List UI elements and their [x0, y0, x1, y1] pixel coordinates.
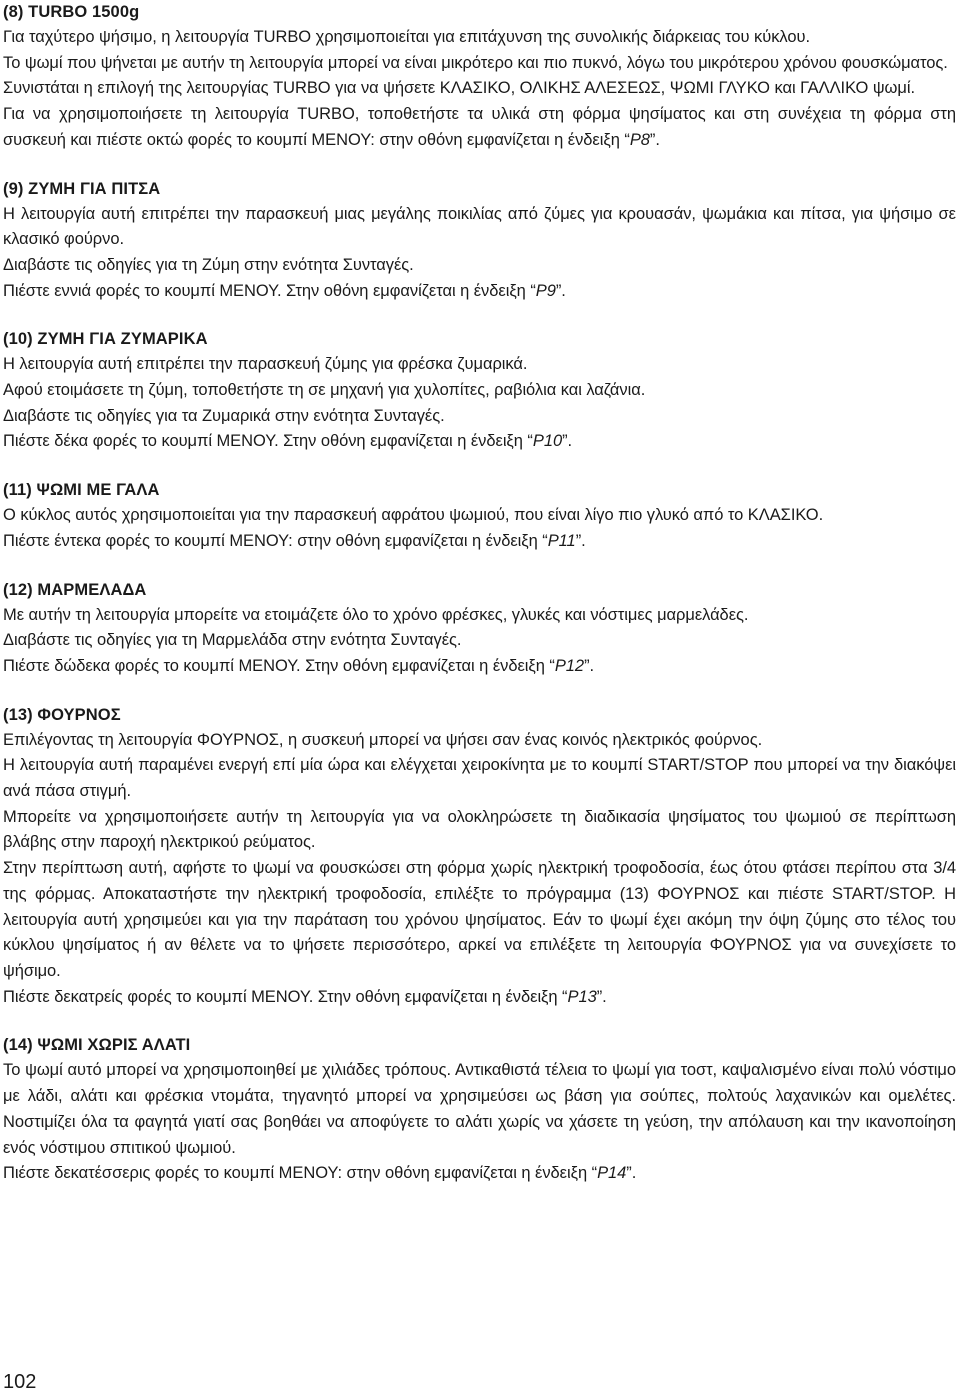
page-number: 102 [3, 1371, 37, 1393]
paragraph-text: Η λειτουργία αυτή επιτρέπει την παρασκευή μιας μεγάλης ποικιλίας από ζύμες για κρουασάν, ψωμάκια και πίτσα, για ψήσιμο σε κλασικό φούρνο. [3, 204, 956, 249]
display-code: P11 [547, 531, 576, 550]
paragraph-text: Διαβάστε τις οδηγίες για τη Μαρμελάδα στην ενότητα Συνταγές. [3, 631, 462, 650]
paragraph [3, 25, 956, 51]
paragraph [3, 805, 956, 856]
paragraph-text: Διαβάστε τις οδηγίες για τα Ζυμαρικά στην ενότητα Συνταγές. [3, 406, 445, 425]
paragraph-text-end: ”. [555, 281, 566, 300]
paragraph [3, 102, 956, 153]
paragraph-text: Πιέστε δώδεκα φορές το κουμπί ΜΕΝΟΥ. Στην οθόνη εμφανίζεται η ένδειξη “ [3, 656, 555, 675]
paragraph [3, 202, 956, 253]
section [3, 578, 956, 680]
section-heading: (13) ΦΟΥΡΝΟΣ [3, 705, 121, 724]
paragraph [3, 404, 956, 430]
paragraph-text: Ο κύκλος αυτός χρησιμοποιείται για την παρασκευή αφράτου ψωμιού, που είναι λίγο πιο γλυκό από το ΚΛΑΣΙΚΟ. [3, 506, 824, 525]
paragraph [3, 529, 956, 555]
paragraph-text: Επιλέγοντας τη λειτουργία ΦΟΥΡΝΟΣ, η συσκευή μπορεί να ψήσει σαν ένας κοινός ηλεκτρικός φούρνος. [3, 730, 763, 749]
display-code: P13 [567, 987, 597, 1006]
paragraph [3, 253, 956, 279]
paragraph-text: Η λειτουργία αυτή παραμένει ενεργή επί μία ώρα και ελέγχεται χειροκίνητα με το κουμπί START/STOP που μπορεί να την διακόψει ανά πάσα στιγμή. [3, 756, 956, 801]
paragraph [3, 503, 956, 529]
display-code: P9 [535, 281, 556, 300]
paragraph-text-end: ”. [649, 130, 660, 149]
section [3, 1033, 956, 1187]
paragraph [3, 603, 956, 629]
display-code: P14 [597, 1164, 627, 1183]
manual-page-content [3, 0, 956, 1187]
paragraph-text-end: ”. [596, 987, 607, 1006]
paragraph-text: Πιέστε δέκα φορές το κουμπί ΜΕΝΟΥ. Στην οθόνη εμφανίζεται η ένδειξη “ [3, 432, 533, 451]
paragraph [3, 728, 956, 754]
paragraph-text: Πιέστε έντεκα φορές το κουμπί ΜΕΝΟΥ: στην οθόνη εμφανίζεται η ένδειξη “ [3, 531, 548, 550]
paragraph-text: Αφού ετοιμάσετε τη ζύμη, τοποθετήστε τη σε μηχανή για χυλοπίτες, ραβιόλια και λαζάνια. [3, 381, 646, 400]
paragraph-text: Για ταχύτερο ψήσιμο, η λειτουργία TURBO χρησιμοποιείται για επιτάχυνση της συνολικής διάρκειας του κύκλου. [3, 28, 810, 46]
paragraph-text: Πιέστε εννιά φορές το κουμπί ΜΕΝΟΥ. Στην οθόνη εμφανίζεται η ένδειξη “ [3, 281, 536, 300]
paragraph [3, 856, 956, 985]
paragraph-text: Πιέστε δεκατέσσερις φορές το κουμπί ΜΕΝΟΥ: στην οθόνη εμφανίζεται η ένδειξη “ [3, 1164, 598, 1183]
display-code: P10 [532, 432, 563, 451]
paragraph-text: Διαβάστε τις οδηγίες για τη Ζύμη στην ενότητα Συνταγές. [3, 255, 414, 274]
paragraph-text: Το ψωμί αυτό μπορεί να χρησιμοποιηθεί με χιλιάδες τρόπους. Αντικαθιστά τέλεια το ψωμί για τοστ, καψαλισμένο είναι πολύ νόστιμο με λάδι, αλάτι και φρέσκια ντομάτα, τηγανητό μπορεί να χρησιμεύσει ως βάση για σούπες, πολτούς λαχανικών και ομελέτες. Νοστιμίζει όλα τα φαγητά γιατί σας βοηθάει να αποφύγετε το αλάτι χωρίς να χάσετε τη γεύση, την απόλαυση και την ικανοποίηση ενός νόστιμου σπιτικού ψωμιού. [3, 1061, 956, 1157]
paragraph [3, 654, 956, 680]
section-heading: (12) ΜΑΡΜΕΛΑΔΑ [3, 580, 147, 599]
paragraph-text: Για να χρησιμοποιήσετε τη λειτουργία TURBO, τοποθετήστε τα υλικά στη φόρμα ψησίματος και στη συνέχεια τη φόρμα στη συσκευή και πιέστε οκτώ φορές το κουμπί ΜΕΝΟΥ: στην οθόνη εμφανίζεται η ένδειξη “ [3, 105, 956, 149]
paragraph-text-end: ”. [584, 656, 595, 675]
paragraph [3, 352, 956, 378]
paragraph [3, 1058, 956, 1161]
display-code: P12 [554, 656, 585, 675]
paragraph [3, 1161, 956, 1187]
section-heading: (8) TURBO 1500g [3, 3, 140, 21]
paragraph-text: Πιέστε δεκατρείς φορές το κουμπί ΜΕΝΟΥ. Στην οθόνη εμφανίζεται η ένδειξη “ [3, 987, 568, 1006]
section [3, 327, 956, 455]
paragraph [3, 378, 956, 404]
paragraph [3, 429, 956, 455]
paragraph [3, 985, 956, 1011]
paragraph-text-end: ”. [626, 1164, 637, 1183]
section-heading: (14) ΨΩΜΙ ΧΩΡΙΣ ΑΛΑΤΙ [3, 1036, 191, 1055]
paragraph [3, 753, 956, 804]
section-heading: (9) ΖΥΜΗ ΓΙΑ ΠΙΤΣΑ [3, 179, 161, 198]
paragraph [3, 76, 956, 102]
section [3, 703, 956, 1011]
paragraph-text: Με αυτήν τη λειτουργία μπορείτε να ετοιμάζετε όλο το χρόνο φρέσκες, γλυκές και νόστιμες μαρμελάδες. [3, 605, 749, 624]
paragraph-text: Μπορείτε να χρησιμοποιήσετε αυτήν τη λειτουργία για να ολοκληρώσετε τη διαδικασία ψησίματος του ψωμιού σε περίπτωση βλάβης στην παροχή ηλεκτρικού ρεύματος. [3, 807, 956, 852]
paragraph [3, 279, 956, 305]
section [3, 478, 956, 554]
paragraph-text: Το ψωμί που ψήνεται με αυτήν τη λειτουργία μπορεί να είναι μικρότερο και πιο πυκνό, λόγω του μικρότερου χρόνου φουσκώματος. [3, 53, 948, 72]
paragraph-text: Συνιστάται η επιλογή της λειτουργίας TURBO για να ψήσετε ΚΛΑΣΙΚΟ, ΟΛΙΚΗΣ ΑΛΕΣΕΩΣ, ΨΩΜΙ ΓΛΥΚΟ και ΓΑΛΛΙΚΟ ψωμί. [3, 79, 915, 98]
section [3, 177, 956, 305]
display-code: P8 [629, 130, 650, 149]
section-heading: (11) ΨΩΜΙ ΜΕ ΓΑΛΑ [3, 481, 160, 500]
section-heading: (10) ΖΥΜΗ ΓΙΑ ΖΥΜΑΡΙΚΑ [3, 330, 208, 349]
paragraph-text: Η λειτουργία αυτή επιτρέπει την παρασκευή ζύμης για φρέσκα ζυμαρικά. [3, 355, 528, 374]
paragraph [3, 628, 956, 654]
paragraph-text: Στην περίπτωση αυτή, αφήστε το ψωμί να φουσκώσει στη φόρμα χωρίς ηλεκτρική τροφοδοσία, έως ότου φτάσει περίπου στα 3/4 της φόρμας. Αποκαταστήστε την ηλεκτρική τροφοδοσία, επιλέξτε το πρόγραμμα (13) ΦΟΥΡΝΟΣ και πιέστε START/STOP. Η λειτουργία αυτή χρησιμεύει και για την παράταση του χρόνου ψησίματος. Εάν το ψωμί έχει ακόμη την όψη ζύμης στο τέλος του κύκλου ψησίματος ή αν θέλετε να το ψήσετε περισσότερο, αρκεί να επιλέξετε τη λειτουργία ΦΟΥΡΝΟΣ για να συνεχίσετε το ψήσιμο. [3, 859, 956, 980]
paragraph [3, 51, 956, 77]
section [3, 0, 956, 154]
paragraph-text-end: ”. [575, 531, 586, 550]
paragraph-text-end: ”. [562, 432, 573, 451]
